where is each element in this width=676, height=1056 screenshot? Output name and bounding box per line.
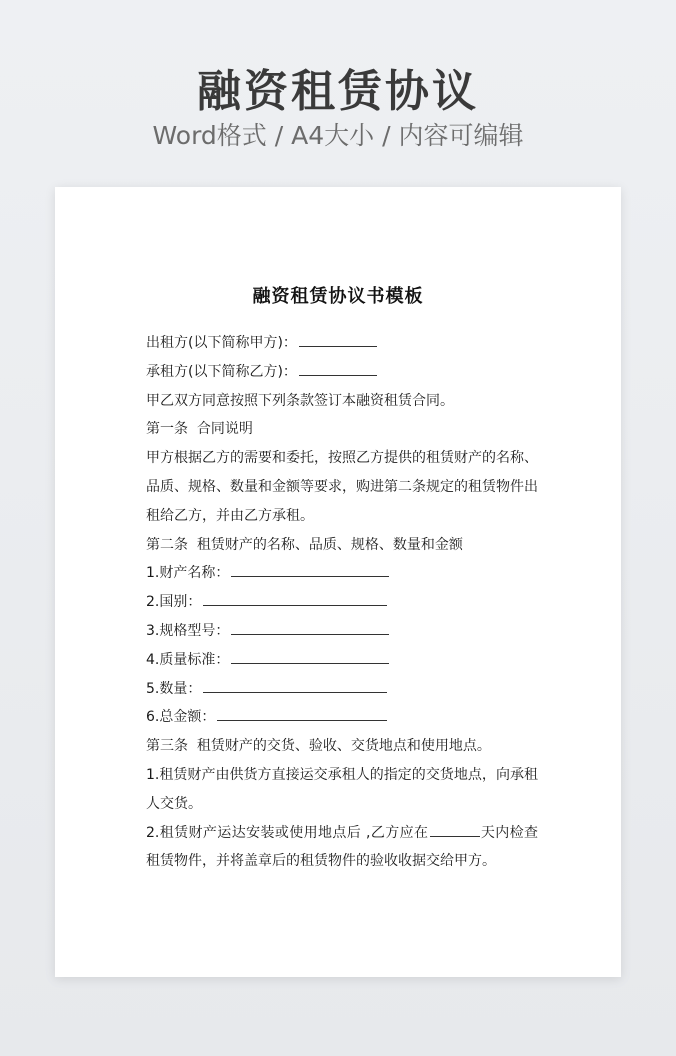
article-3-item-2-start: 2.租赁财产运达安装或使用地点后 ,乙方应在 (146, 824, 429, 841)
quality-label: 4.质量标准： (146, 651, 230, 668)
article-3-item-1: 1.租赁财产由供货方直接运交承租人的指定的交货地点，向承租人交货。 (146, 766, 538, 812)
model-blank (231, 620, 389, 635)
country-label: 2.国别： (146, 594, 202, 611)
model-label: 3.规格型号： (146, 622, 230, 639)
article-1-text: 甲方根据乙方的需要和委托，按照乙方提供的租赁财产的名称、品质、规格、数量和金额等要求，购进第二条规定的租赁物件出租给乙方，并由乙方承租。 (146, 450, 538, 524)
article-3-heading: 第三条 租赁财产的交货、验收、交货地点和使用地点。 (146, 738, 491, 755)
days-blank (430, 822, 480, 837)
quantity-blank (203, 678, 387, 693)
total-amount-blank (217, 706, 387, 721)
article-1-heading: 第一条 合同说明 (146, 421, 253, 438)
property-name-label: 1.财产名称： (146, 565, 230, 582)
lessee-label: 承租方(以下简称乙方)： (146, 363, 297, 380)
doc-line (146, 358, 538, 387)
doc-line (146, 588, 538, 617)
document-page (55, 187, 621, 977)
page-title: 融资租赁协议 (197, 66, 479, 117)
lessor-label: 出租方(以下简称甲方)： (146, 335, 297, 351)
doc-line (146, 646, 538, 675)
property-name-blank (231, 562, 389, 577)
agreement-statement: 甲乙双方同意按照下列条款签订本融资租赁合同。 (146, 392, 454, 409)
document-body (146, 329, 538, 876)
doc-line (146, 732, 538, 761)
article-3-item-2-end: 天内检查租赁物件，并将盖章后的租赁物件的验收收据交给甲方。 (146, 824, 538, 870)
country-blank (203, 591, 387, 606)
quantity-label: 5.数量： (146, 680, 202, 697)
document-title: 融资租赁协议书模板 (252, 286, 424, 307)
lessor-blank (299, 332, 377, 347)
doc-line (146, 703, 538, 732)
article-2-heading: 第二条 租赁财产的名称、品质、规格、数量和金额 (146, 536, 463, 553)
page-subtitle: Word格式 / A4大小 / 内容可编辑 (152, 121, 524, 150)
doc-line (146, 559, 538, 588)
doc-line (146, 387, 538, 416)
doc-paragraph (146, 444, 538, 530)
doc-line (146, 617, 538, 646)
doc-paragraph (146, 761, 538, 819)
doc-line (146, 675, 538, 704)
total-amount-label: 6.总金额： (146, 709, 216, 726)
lessee-blank (299, 361, 377, 376)
quality-blank (231, 649, 389, 664)
doc-paragraph (146, 819, 538, 877)
doc-line (146, 531, 538, 560)
doc-line (146, 329, 538, 358)
doc-line (146, 415, 538, 444)
